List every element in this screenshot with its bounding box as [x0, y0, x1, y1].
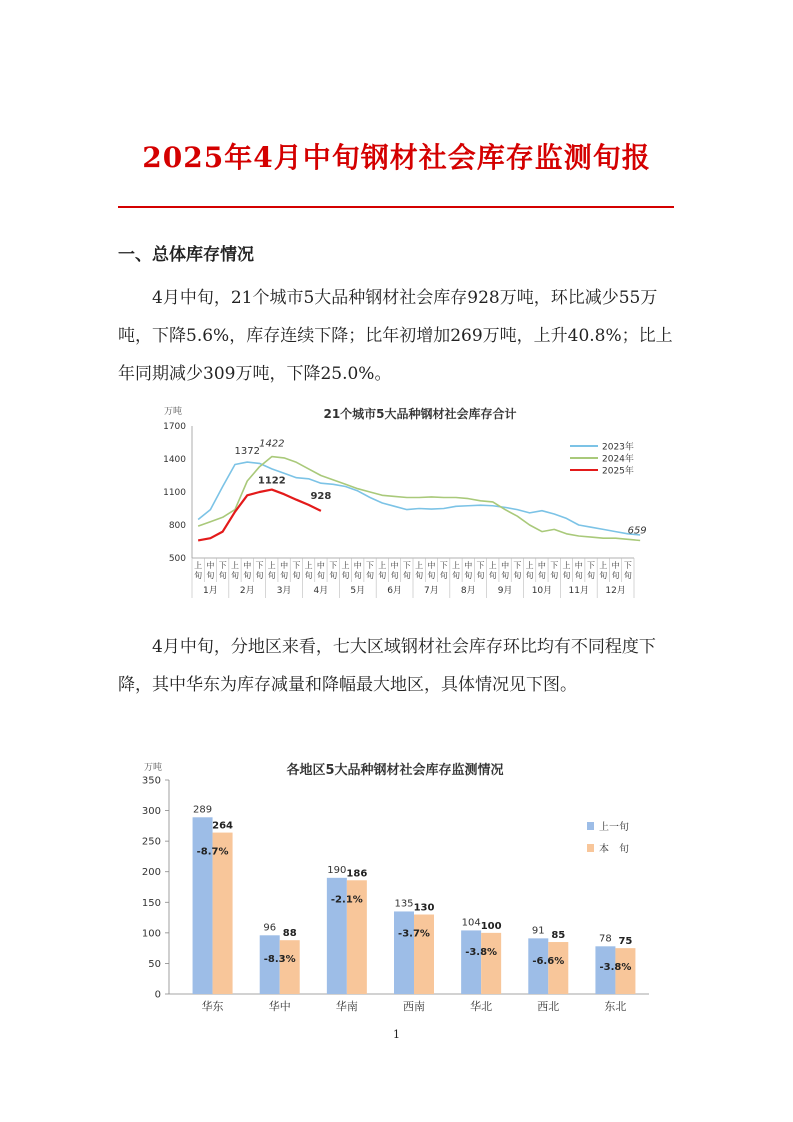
line-chart-period-tick: 上旬: [525, 561, 534, 580]
line-chart-month-label: 6月: [387, 586, 402, 596]
line-chart-period-tick: 中旬: [390, 561, 399, 580]
line-chart-period-tick: 上旬: [378, 561, 387, 580]
bar-curr-label: 130: [413, 902, 435, 914]
bar-chart-y-tick: 300: [141, 806, 161, 818]
document-title: 2025年4月中旬钢材社会库存监测旬报: [142, 141, 651, 174]
bar-category-label: 华北: [470, 1000, 493, 1013]
line-chart-period-tick: 中旬: [464, 561, 473, 580]
bar-curr: [548, 942, 568, 994]
bar-chart: [135, 758, 665, 1020]
line-chart-annotation: 1372: [234, 446, 260, 458]
bar-curr-label: 85: [551, 930, 566, 942]
bar-legend-label: 本 旬: [599, 844, 629, 855]
bar-curr: [280, 940, 300, 994]
line-chart-month-label: 2月: [239, 586, 255, 596]
legend-label: 2025年: [602, 466, 634, 477]
bar-change-label: -8.7%: [196, 846, 229, 858]
line-chart-period-tick: 上旬: [304, 561, 313, 580]
summary-paragraph: 4月中旬，21个城市5大品种钢材社会库存928万吨，环比减少55万吨，下降5.6%，库存连续下降；比年初增加269万吨，上升40.8%；比上年同期减少309万吨，下降25.0%。: [118, 288, 673, 384]
line-chart-annotation: 928: [310, 490, 332, 502]
line-chart-annotation: 1422: [259, 438, 285, 450]
bar-chart-y-tick: 200: [141, 867, 161, 879]
line-series-2023年: [198, 462, 640, 535]
line-chart-y-tick: 1400: [163, 455, 186, 465]
line-chart-period-tick: 上旬: [267, 561, 276, 580]
line-chart-period-tick: 上旬: [341, 561, 350, 580]
bar-chart-y-tick: 50: [148, 958, 161, 970]
bar-legend-swatch: [587, 822, 594, 830]
line-chart-period-tick: 中旬: [243, 561, 252, 580]
bar-chart-y-tick: 150: [141, 897, 161, 909]
line-chart-y-tick: 800: [168, 521, 186, 531]
bar-legend-swatch: [587, 844, 594, 852]
line-chart-period-tick: 上旬: [230, 561, 239, 580]
bar-category-label: 西北: [537, 1000, 560, 1013]
line-chart-period-tick: 下旬: [218, 561, 227, 580]
line-chart-period-tick: 下旬: [476, 561, 485, 580]
bar-prev-label: 78: [599, 933, 612, 945]
line-chart-y-tick: 500: [168, 554, 186, 564]
line-chart-month-label: 10月: [531, 586, 553, 596]
section-heading: 一、总体库存情况: [118, 245, 254, 265]
line-chart-period-tick: 中旬: [353, 561, 362, 580]
line-chart-period-tick: 上旬: [415, 561, 424, 580]
line-chart-y-tick: 1100: [163, 488, 186, 498]
line-chart-period-tick: 中旬: [611, 561, 620, 580]
bar-prev-label: 135: [394, 898, 414, 910]
line-chart-annotation: 1122: [257, 475, 286, 487]
title-divider: [118, 206, 674, 208]
bar-curr-label: 88: [282, 928, 297, 940]
bar-change-label: -3.8%: [465, 946, 498, 958]
bar-curr: [481, 933, 501, 994]
bar-legend-label: 上一旬: [599, 822, 629, 833]
bar-change-label: -6.6%: [532, 956, 565, 968]
legend-label: 2024年: [602, 454, 634, 465]
line-chart-period-tick: 下旬: [513, 561, 522, 580]
bar-curr-label: 75: [618, 936, 633, 948]
line-chart-period-tick: 中旬: [427, 561, 436, 580]
region-paragraph: 4月中旬，分地区来看，七大区域钢材社会库存环比均有不同程度下降，其中华东为库存减量和降幅最大地区，具体情况见下图。: [118, 637, 656, 695]
bar-chart-y-unit: 万吨: [144, 763, 163, 773]
bar-category-label: 华中: [268, 1000, 291, 1013]
bar-change-label: -3.8%: [599, 962, 632, 974]
bar-curr-label: 100: [480, 920, 502, 932]
line-chart-period-tick: 下旬: [550, 561, 559, 580]
bar-prev: [461, 930, 481, 994]
line-chart-period-tick: 上旬: [451, 561, 460, 580]
line-chart-period-tick: 中旬: [574, 561, 583, 580]
bar-change-label: -3.7%: [398, 928, 430, 940]
bar-category-label: 西南: [403, 1000, 425, 1013]
line-chart-month-label: 1月: [203, 586, 218, 596]
line-chart-y-unit: 万吨: [164, 407, 183, 417]
bar-curr-label: 186: [346, 868, 368, 880]
line-chart-period-tick: 中旬: [501, 561, 510, 580]
bar-prev-label: 104: [461, 917, 481, 929]
line-chart-month-label: 5月: [350, 586, 366, 596]
line-chart-y-tick: 1700: [163, 422, 186, 432]
bar-chart-y-tick: 0: [154, 989, 161, 1001]
line-chart-period-tick: 中旬: [206, 561, 215, 580]
bar-prev: [394, 911, 414, 994]
line-chart: [150, 400, 650, 605]
line-chart-period-tick: 下旬: [439, 561, 448, 580]
line-chart-period-tick: 上旬: [562, 561, 571, 580]
line-chart-period-tick: 中旬: [280, 561, 289, 580]
line-chart-period-tick: 下旬: [366, 561, 375, 580]
bar-category-label: 东北: [604, 1000, 627, 1013]
line-chart-month-label: 3月: [276, 586, 292, 596]
bar-change-label: -2.1%: [330, 894, 363, 906]
line-chart-period-tick: 下旬: [255, 561, 264, 580]
bar-prev-label: 190: [327, 864, 347, 876]
line-chart-period-tick: 上旬: [488, 561, 497, 580]
bar-prev-label: 96: [263, 922, 277, 934]
bar-category-label: 华南: [335, 1000, 358, 1013]
line-chart-month-label: 11月: [568, 586, 589, 596]
line-chart-period-tick: 下旬: [623, 561, 632, 580]
bar-chart-y-tick: 250: [141, 836, 161, 848]
line-chart-annotation: 659: [627, 525, 647, 537]
line-chart-period-tick: 下旬: [292, 561, 301, 580]
bar-chart-title: 各地区5大品种钢材社会库存监测情况: [286, 763, 504, 778]
bar-curr-label: 264: [212, 820, 234, 832]
line-chart-period-tick: 中旬: [537, 561, 546, 580]
line-chart-month-label: 12月: [605, 586, 626, 596]
bar-change-label: -8.3%: [263, 954, 296, 966]
bar-curr: [414, 915, 434, 994]
line-chart-period-tick: 下旬: [329, 561, 338, 580]
bar-chart-y-tick: 100: [141, 928, 161, 940]
line-chart-period-tick: 中旬: [316, 561, 325, 580]
line-chart-month-label: 7月: [424, 586, 439, 596]
bar-prev: [193, 817, 213, 994]
line-chart-month-label: 9月: [497, 586, 513, 596]
line-chart-period-tick: 上旬: [194, 561, 203, 580]
legend-label: 2023年: [602, 442, 634, 453]
bar-category-label: 华东: [201, 1000, 224, 1013]
line-chart-title: 21个城市5大品种钢材社会库存合计: [323, 407, 517, 421]
line-chart-period-tick: 上旬: [599, 561, 608, 580]
bar-prev-label: 289: [193, 804, 213, 816]
page-number: 1: [393, 1028, 400, 1041]
bar-prev-label: 91: [531, 925, 545, 937]
line-chart-period-tick: 下旬: [402, 561, 411, 580]
line-chart-period-tick: 下旬: [587, 561, 596, 580]
line-chart-month-label: 8月: [460, 586, 476, 596]
bar-chart-y-tick: 350: [141, 775, 161, 787]
line-chart-month-label: 4月: [313, 586, 329, 596]
